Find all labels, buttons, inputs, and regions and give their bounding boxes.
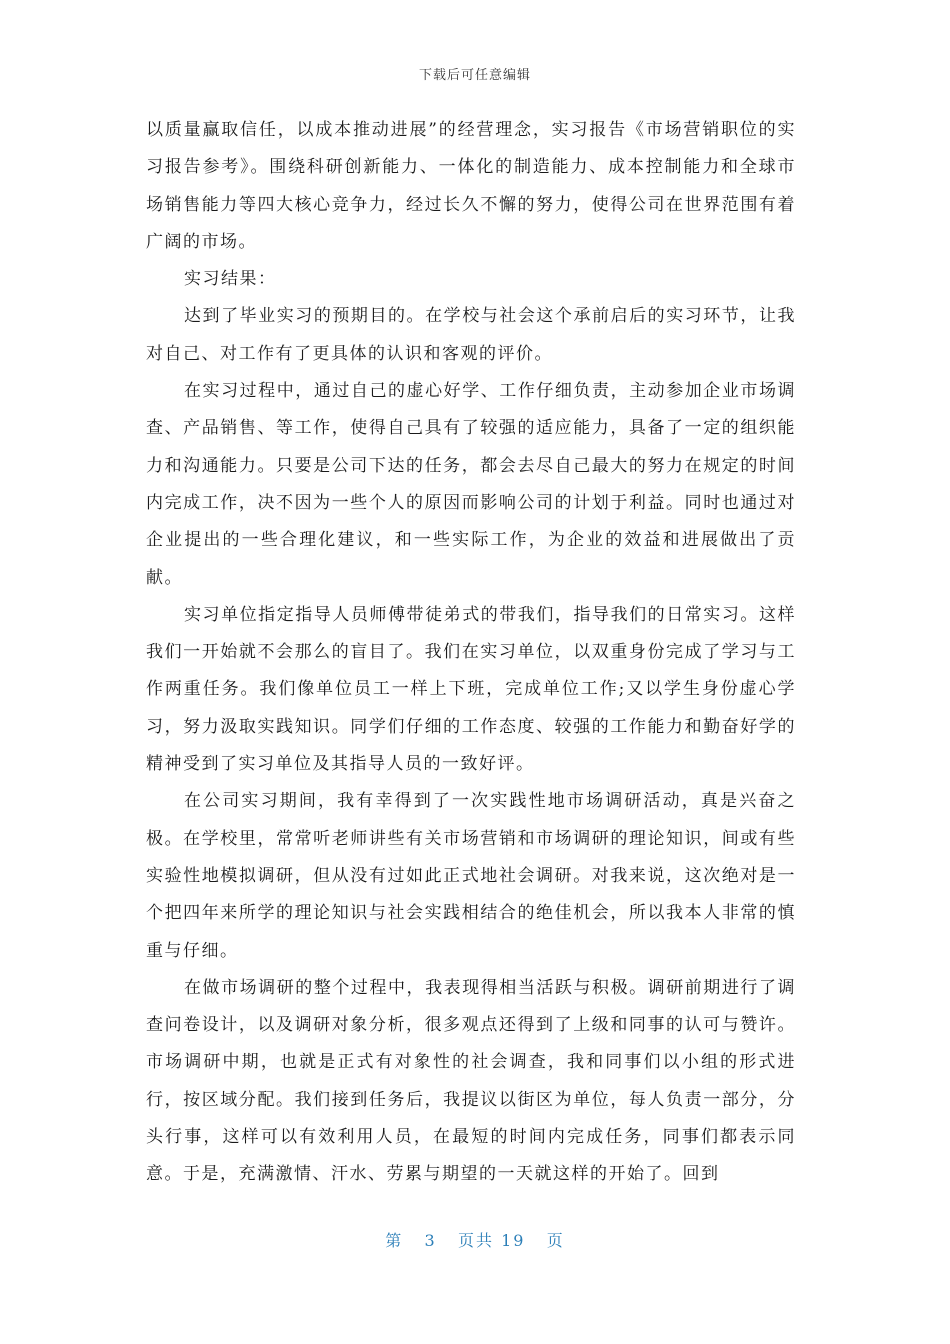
paragraph: 在实习过程中，通过自己的虚心好学、工作仔细负责，主动参加企业市场调查、产品销售、等工作，使得自己具有了较强的适应能力，具备了一定的组织能力和沟通能力。只要是公司下达的任务，都会去尽自己最大的努力在规定的时间内完成工作，决不因为一些个人的原因而影响公司的计划于利益。同时也通过对企业提出的一些合理化建议，和一些实际工作，为企业的效益和进展做出了贡献。 [146, 381, 796, 588]
paragraph: 实习单位指定指导人员师傅带徒弟式的带我们，指导我们的日常实习。这样我们一开始就不会那么的盲目了。我们在实习单位，以双重身份完成了学习与工作两重任务。我们像单位员工一样上下班，完成单位工作;又以学生身份虚心学习，努力汲取实践知识。同学们仔细的工作态度、较强的工作能力和勤奋好学的精神受到了实习单位及其指导人员的一致好评。 [146, 604, 796, 775]
paragraph: 达到了毕业实习的预期目的。在学校与社会这个承前启后的实习环节，让我对自己、对工作有了更具体的认识和客观的评价。 [146, 306, 796, 364]
page-number-footer [0, 1228, 950, 1251]
paragraph: 以质量赢取信任，以成本推动进展”的经营理念，实习报告《市场营销职位的实习报告参考》。围绕科研创新能力、一体化的制造能力、成本控制能力和全球市场销售能力等四大核心竞争力，经过长久不懈的努力，使得公司在世界范围有着广阔的市场。 [146, 120, 796, 252]
footer-prefix: 第 [385, 1231, 404, 1250]
footer-total-pages: 19 [501, 1231, 526, 1250]
page-header: 下载后可任意编辑 [418, 68, 531, 83]
document-body [146, 112, 796, 1194]
footer-suffix: 页 [546, 1231, 565, 1250]
paragraph: 在公司实习期间，我有幸得到了一次实践性地市场调研活动，真是兴奋之极。在学校里，常常听老师讲些有关市场营销和市场调研的理论知识，间或有些实验性地模拟调研，但从没有过如此正式地社会调研。对我来说，这次绝对是一个把四年来所学的理论知识与社会实践相结合的绝佳机会，所以我本人非常的慎重与仔细。 [146, 791, 796, 961]
footer-page-number: 3 [424, 1231, 437, 1250]
footer-middle: 页共 [457, 1231, 494, 1250]
paragraph: 在做市场调研的整个过程中，我表现得相当活跃与积极。调研前期进行了调查问卷设计，以及调研对象分析，很多观点还得到了上级和同事的认可与赞许。市场调研中期，也就是正式有对象性的社会调查，我和同事们以小组的形式进行，按区域分配。我们接到任务后，我提议以街区为单位，每人负责一部分，分头行事，这样可以有效利用人员，在最短的时间内完成任务，同事们都表示同意。于是，充满激情、汗水、劳累与期望的一天就这样的开始了。回到 [146, 977, 796, 1185]
paragraph: 实习结果： [184, 269, 277, 290]
